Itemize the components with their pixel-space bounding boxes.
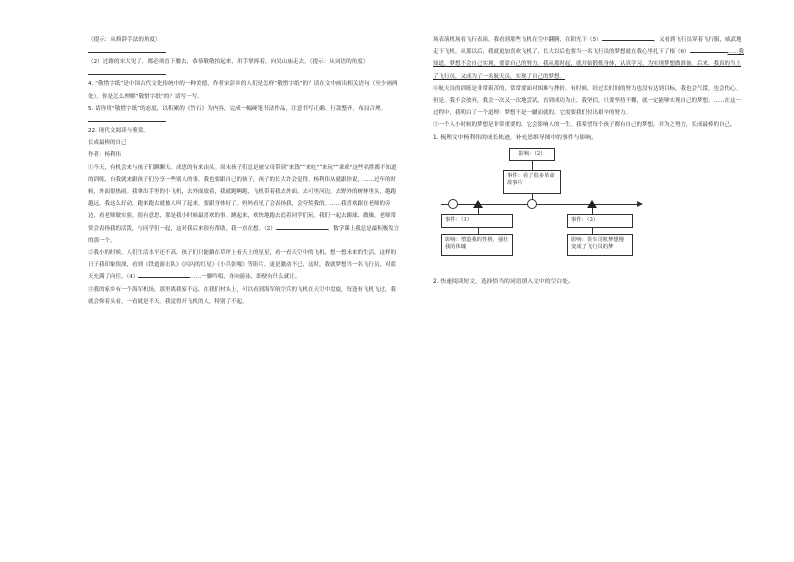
hint-rhetoric: （提示：从修辞手法的角度） bbox=[88, 37, 161, 43]
article-author: 作者：杨利伟 bbox=[88, 152, 122, 159]
arrow-icon bbox=[637, 201, 643, 207]
mind-map bbox=[437, 146, 647, 276]
top-effect-box[interactable]: 影响：（2） bbox=[509, 148, 555, 161]
triangle-marker-icon bbox=[587, 200, 597, 208]
answer-line[interactable] bbox=[88, 46, 401, 56]
article-title: 长成最棒的自己 bbox=[88, 140, 127, 147]
paragraph-5: ⑤一个人小时候的梦想是非常重要的，它会影响人的一生。我希望每个孩子都有自己的梦想，并为之努力，长成最棒的自己。 bbox=[433, 122, 736, 129]
left-effect-box: 影响：塑造我的性格，强壮我的体魄 bbox=[441, 234, 513, 256]
question-1: 1. 梳理文中杨利伟的成长轨迹，补充思维导图中的事件与影响。 bbox=[433, 134, 597, 141]
section-title: 22. 现代文阅读与鉴赏。 bbox=[88, 128, 150, 135]
mid-event-box: 事件：看了很多革命故事片 bbox=[503, 170, 561, 194]
timeline bbox=[441, 204, 637, 205]
paragraph-4: ④航天员的训练是非常艰苦的，常常要面对困难与挫折。有时候，经过长时间的努力也没有达到目标，我也会气馁，也会伤心。但是，我不会放弃，我会一次又一次地尝试，直到成功为止。我坚信，只要坚持不懈，就一定能够实现自己的梦想。……在这一过程中，我明白了一个道理：梦想不是一蹴而就的，它需要我们付出艰辛的努力。 bbox=[433, 85, 742, 117]
paragraph-1: ①今天，有机会来与孩子们聊聊天。成思的有来由头。周末孩子们总是被父母带到“来钱”“来吃”“来玩”“乖乖”这些名胜都不知道的训练，自我就来跟孩子们分享一些别人的事，我也要跟自己的孩子，孩子的长大许会觉得。杨利伟从就跟你说，……过年的时候，外面很热闹。我拿出手里的小飞机，去外面放着，我就跑啊跑，飞机带着我去外面。去可里河边，去野外的树林里头，越跑越远。我这么好动，跑来跑去就被人叫了起来，要跟身体好了。妈妈看见了会表扬我，会夸奖我的。……我喜欢跟在老师的旁边，看老师做实验。很有意思，那是我小时候最喜欢的事。跳起来，欢快地跑去追着同学们玩。我们一起去踢球、做操，老师常常会表扬我的活泼，与同学们一起，这对我后来很有帮助，我一直在想。（2） ，数学课上我总是最积极发言的那一个。 bbox=[88, 164, 400, 244]
connector bbox=[532, 161, 533, 170]
right-event-box[interactable]: 事件：（3） bbox=[567, 214, 633, 228]
paragraph-2: ②我小的时候，人们生活水平还不高，孩子们只能躺在草坪上看天上的星星，看一看天空中的飞机，想一想未来的生活。这样的日子我印象很深，看到《铁道游击队》《闪闪的红星》《小兵张嘎》等影片，更是激动不已，这时，我就梦想当一名飞行员，对蓝天充满了向往。（4） ……一脚吟唱，身向游泳，即便有什么就让。 bbox=[88, 250, 397, 281]
question-2: （2）过路的宋大见了，都必须直下腰去，恭恭敬敬拾起来，用手掌捧着，向吴山庙走去。（提示：从词语的角度） bbox=[88, 59, 369, 66]
right-effect-box: 影响：货车司机梦想慢变成了飞行员的梦 bbox=[567, 234, 633, 256]
blank-5[interactable] bbox=[602, 35, 654, 41]
answer-line[interactable] bbox=[88, 68, 401, 78]
triangle-marker-icon bbox=[473, 200, 483, 208]
circle-node-icon bbox=[448, 199, 458, 209]
answer-line[interactable] bbox=[88, 115, 401, 125]
blank-2[interactable] bbox=[276, 224, 328, 230]
question-4: 4. “敬惜字纸”是中国古代文化传统中的一种美德，作者宋彭乡的人们是怎样“敬惜字纸”的？请在文中画出相关语句（至少画两处）。你是怎么理解“敬惜字纸”的？请写一写。 bbox=[88, 81, 398, 100]
left-event-box[interactable]: 事件：（1） bbox=[441, 214, 513, 228]
right-column bbox=[433, 34, 745, 288]
question-5: 5. 请你用“敬惜字纸”的态度，以积累的《竹石》为内容，完成一幅硬笔书法作品，注意书写正确、行款整齐，布局合理。 bbox=[88, 105, 387, 112]
paragraph-3-cont: 场表演机场看飞行表演。我看到那些飞机在空中翻腾，在阳光下（5） ，又看到飞行员穿着飞行服，威武地走下飞机。从那以后，我就更加喜欢飞机了，长大以后也要当一名飞行员的梦想就在我心里扎下了根（6） ……我知道，梦想不会自己实现，要靠自己的努力。我从那时起，就开始锻炼身体，认真学习，为实现梦想做准备。后来，我真的当上了飞行员，又成为了一名航天员，实现了自己的梦想。 bbox=[433, 37, 745, 80]
left-column bbox=[88, 34, 401, 308]
question-2-choose: 2. 快速阅读短文，选择恰当的词语填入文中的空白处。 bbox=[433, 278, 574, 285]
circle-node-icon bbox=[527, 199, 537, 209]
blank-6[interactable] bbox=[690, 47, 728, 53]
paragraph-3: ③我的家乡有一个海军机场，那里离我家不远。在我们村头上，可以看到海军航空兵的飞机在天空中盘旋，每逢有飞机飞过，我就会仰着头看，一看就是半天。我觉得开飞机的人，特别了不起。 bbox=[88, 286, 397, 305]
blank-4[interactable] bbox=[138, 272, 190, 278]
